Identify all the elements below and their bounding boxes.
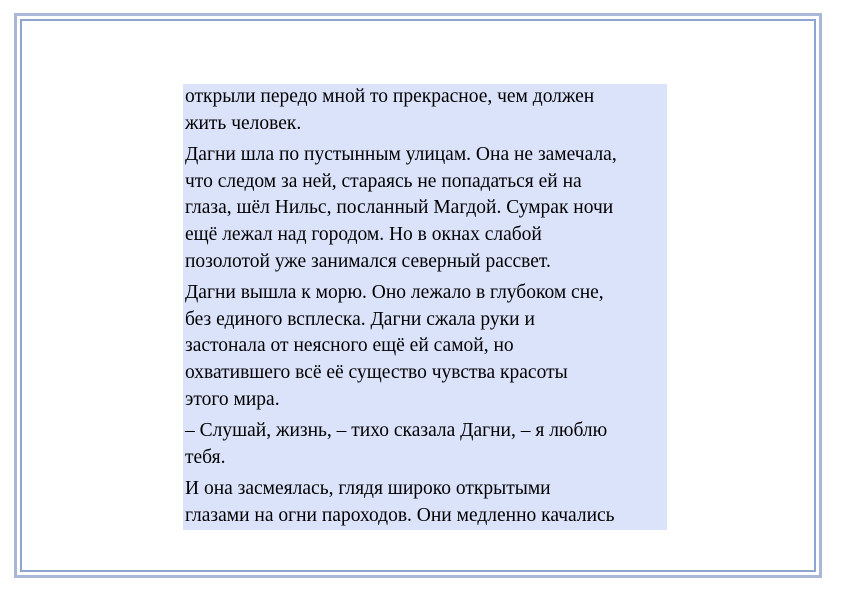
paragraph: И она засмеялась, глядя широко открытыми глазами на огни пароходов. Они медленно качались xyxy=(185,478,615,526)
paragraph: – Слушай, жизнь, – тихо сказала Дагни, – я люблю тебя. xyxy=(185,420,608,468)
text-block xyxy=(183,84,667,530)
paragraph: Дагни шла по пустынным улицам. Она не замечала, что следом за ней, стараясь не попадаться ей на глаза, шёл Нильс, посланный Магдой. Сумрак ночи ещё лежал над городом. Но в окнах слабой позолотой уже занимался северный рассвет. xyxy=(185,144,617,272)
paragraph: Дагни вышла к морю. Оно лежало в глубоком сне, без единого всплеска. Дагни сжала руки и застонала от неясного ещё ей самой, но охватившего всё её существо чувства красоты этого мира. xyxy=(185,282,604,410)
paragraph: открыли передо мной то прекрасное, чем должен жить человек. xyxy=(185,86,595,134)
